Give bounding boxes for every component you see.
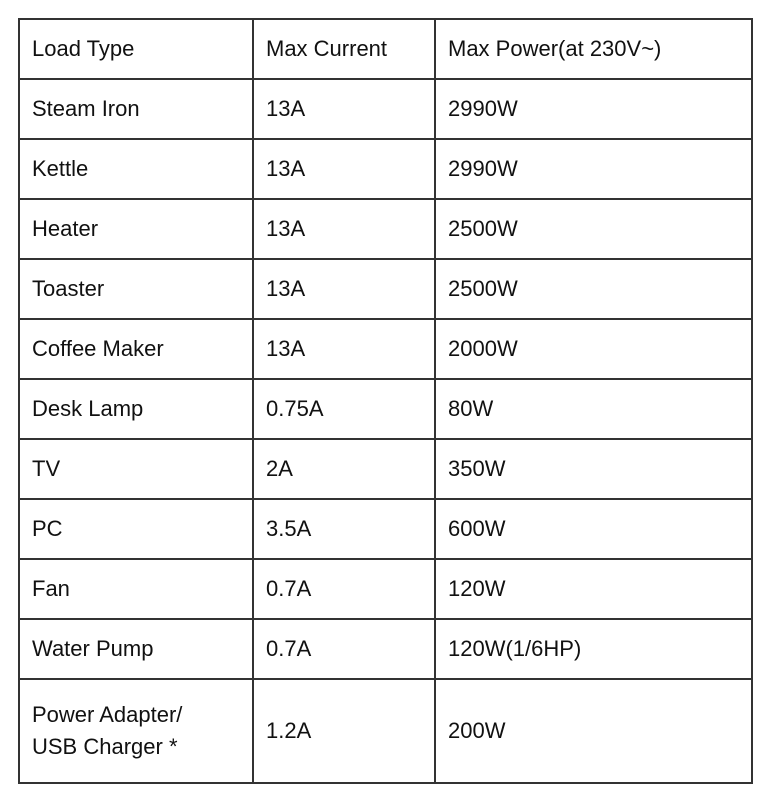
- load-type-cell: [19, 679, 253, 783]
- load-type-cell: Steam Iron: [19, 79, 253, 139]
- load-line-1: Power Adapter/: [32, 702, 183, 727]
- max-power-cell: 80W: [435, 379, 752, 439]
- max-power-cell: 2990W: [435, 79, 752, 139]
- max-current-cell: 0.7A: [253, 619, 435, 679]
- header-row: [19, 19, 752, 79]
- max-power-cell: 200W: [435, 679, 752, 783]
- header-load-type: Load Type: [19, 19, 253, 79]
- max-power-cell: 2000W: [435, 319, 752, 379]
- max-current-cell: 13A: [253, 259, 435, 319]
- max-power-cell: 2500W: [435, 199, 752, 259]
- max-current-cell: 1.2A: [253, 679, 435, 783]
- max-current-cell: 13A: [253, 139, 435, 199]
- load-table: [18, 18, 753, 784]
- table-row: [19, 679, 752, 783]
- max-power-cell: 120W: [435, 559, 752, 619]
- load-type-cell: Toaster: [19, 259, 253, 319]
- max-current-cell: 0.7A: [253, 559, 435, 619]
- load-type-cell: Fan: [19, 559, 253, 619]
- header-max-current: Max Current: [253, 19, 435, 79]
- max-current-cell: 3.5A: [253, 499, 435, 559]
- load-type-cell: Coffee Maker: [19, 319, 253, 379]
- load-type-cell: Desk Lamp: [19, 379, 253, 439]
- max-current-cell: 2A: [253, 439, 435, 499]
- table-row: [19, 499, 752, 559]
- max-current-cell: 13A: [253, 199, 435, 259]
- max-power-cell: 2990W: [435, 139, 752, 199]
- table-row: [19, 319, 752, 379]
- table-row: [19, 559, 752, 619]
- load-type-cell: Water Pump: [19, 619, 253, 679]
- max-current-cell: 13A: [253, 319, 435, 379]
- table-row: [19, 619, 752, 679]
- table-row: [19, 379, 752, 439]
- load-type-cell: TV: [19, 439, 253, 499]
- max-current-cell: 0.75A: [253, 379, 435, 439]
- max-power-cell: 120W(1/6HP): [435, 619, 752, 679]
- max-power-cell: 600W: [435, 499, 752, 559]
- table-row: [19, 439, 752, 499]
- table-row: [19, 259, 752, 319]
- table-row: [19, 199, 752, 259]
- load-line-2: USB Charger *: [32, 734, 178, 759]
- max-current-cell: 13A: [253, 79, 435, 139]
- load-type-cell: Kettle: [19, 139, 253, 199]
- load-type-cell: Heater: [19, 199, 253, 259]
- max-power-cell: 2500W: [435, 259, 752, 319]
- table-row: [19, 139, 752, 199]
- load-type-cell: PC: [19, 499, 253, 559]
- header-max-power: Max Power(at 230V~): [435, 19, 752, 79]
- table-row: [19, 79, 752, 139]
- max-power-cell: 350W: [435, 439, 752, 499]
